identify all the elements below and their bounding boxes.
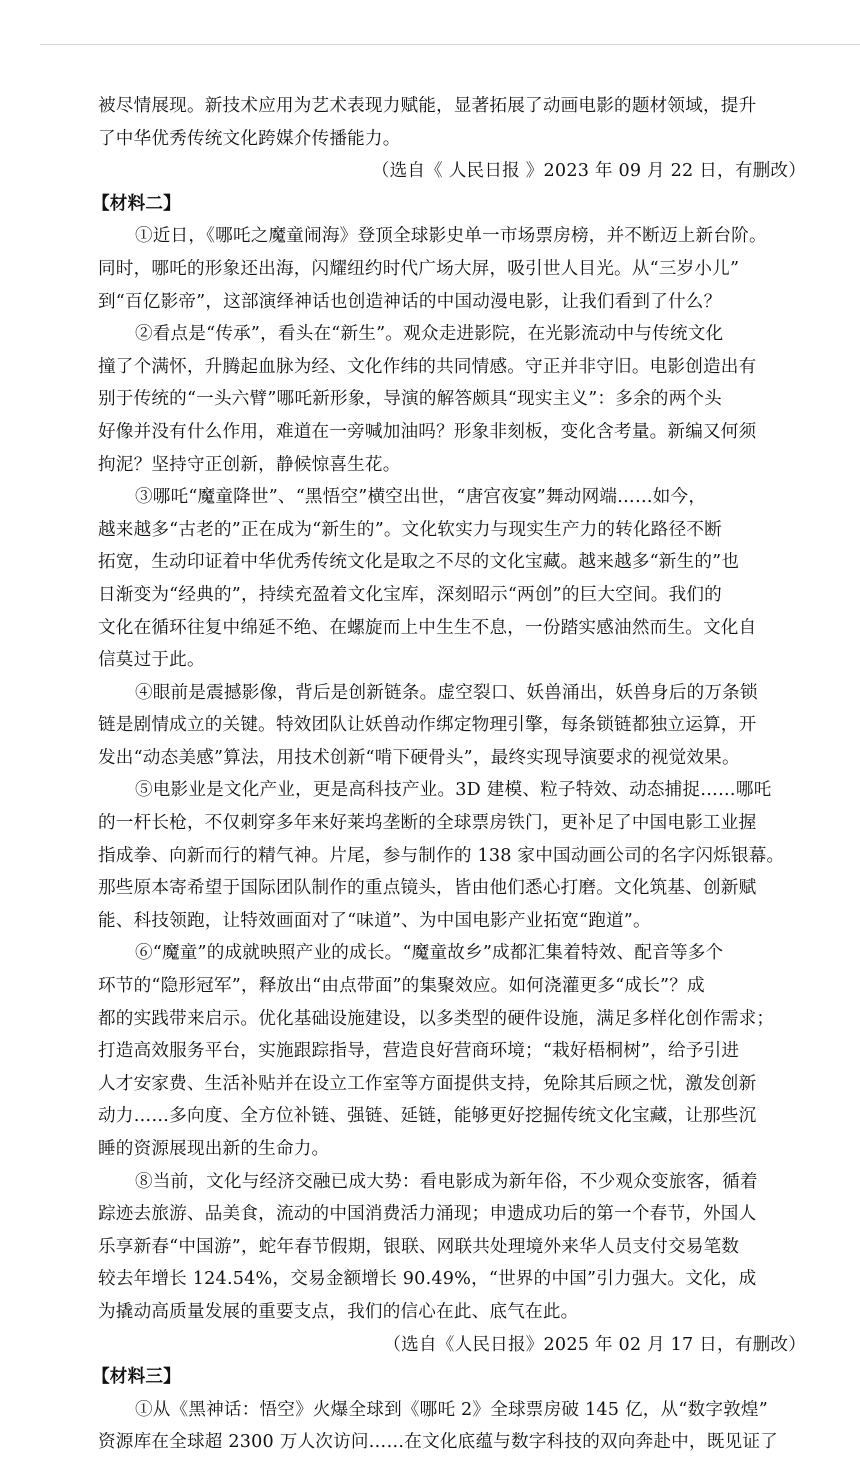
- paragraph: [98, 481, 814, 677]
- intro-paragraph: [98, 90, 814, 155]
- source-citation-2: （选自《人民日报》2025 年 02 月 17 日，有删改）: [383, 1334, 806, 1355]
- text-line: 文化在循环往复中绵延不绝、在螺旋而上中生生不息，一份踏实感油然而生。文化自: [98, 617, 757, 638]
- text-line: 越来越多“古老的”正在成为“新生的”。文化软实力与现实生产力的转化路径不断: [98, 519, 722, 540]
- text-line: 拘泥？坚持守正创新，静候惊喜生花。: [98, 454, 401, 475]
- paragraph: [98, 318, 814, 481]
- text-line: 链是剧情成立的关键。特效团队让妖兽动作绑定物理引擎，每条锁链都独立运算，开: [98, 715, 757, 736]
- text-line: 日渐变为“经典的”，持续充盈着文化宝库，深刻昭示“两创”的巨大空间。我们的: [98, 584, 722, 605]
- source-citation-1: （选自《 人民日报 》2023 年 09 月 22 日，有删改）: [371, 161, 806, 182]
- text-line: 都的实践带来启示。优化基础设施建设，以多类型的硬件设施，满足多样化创作需求；: [98, 1008, 775, 1029]
- text-line: 发出“动态美感”算法，用技术创新“啃下硬骨头”，最终实现导演要求的视觉效果。: [98, 747, 740, 768]
- text-line: 资源库在全球超 2300 万人次访问……在文化底蕴与数字科技的双向奔赴中，既见证了: [98, 1432, 778, 1453]
- text-line: 为撬动高质量发展的重要支点，我们的信心在此、底气在此。: [98, 1301, 579, 1322]
- text-line: 拓宽，生动印证着中华优秀传统文化是取之不尽的文化宝藏。越来越多“新生的”也: [98, 552, 740, 573]
- text-line: ②看点是“传承”，看头在“新生”。观众走进影院，在光影流动中与传统文化: [134, 324, 724, 345]
- material-2-heading: 【材料二】: [92, 192, 181, 214]
- text-line: 信莫过于此。: [98, 650, 205, 671]
- text-line: 较去年增长 124.54%，交易金额增长 90.49%，“世界的中国”引力强大。文化，成: [98, 1269, 757, 1290]
- paragraph: [98, 1166, 814, 1329]
- text-line: 人才安家费、生活补贴并在设立工作室等方面提供支持，免除其后顾之忧，激发创新: [98, 1073, 757, 1094]
- text-line: ①近日，《哪吒之魔童闹海》登顶全球影史单一市场票房榜，并不断迈上新台阶。: [134, 226, 767, 247]
- text-line: 被尽情展现。新技术应用为艺术表现力赋能，显著拓展了动画电影的题材领域，提升: [98, 96, 757, 116]
- text-line: 踪迹去旅游、品美食，流动的中国消费活力涌现；申遗成功后的第一个春节，外国人: [98, 1204, 757, 1225]
- text-line: 别于传统的“一头六臂”哪吒新形象，导演的解答颇具“现实主义”：多余的两个头: [98, 389, 722, 410]
- text-line: 同时，哪吒的形象还出海，闪耀纽约时代广场大屏，吸引世人目光。从“三岁小儿”: [98, 258, 740, 279]
- paragraph: [98, 937, 814, 1165]
- text-line: 睡的资源展现出新的生命力。: [98, 1139, 330, 1159]
- text-line: 动力……多向度、全方位补链、强链、延链，能够更好挖掘传统文化宝藏，让那些沉: [98, 1106, 757, 1127]
- text-line: 打造高效服务平台，实施跟踪指导，营造良好营商环境；“栽好梧桐树”，给予引进: [98, 1041, 740, 1062]
- text-line: ⑧当前，文化与经济交融已成大势：看电影成为新年俗，不少观众变旅客，循着: [134, 1171, 758, 1192]
- text-line: 到“百亿影帝”，这部演绎神话也创造神话的中国动漫电影，让我们看到了什么？: [98, 291, 722, 312]
- text-line: ③哪吒“魔童降世”、“黑悟空”横空出世，“唐宫夜宴”舞动网端……如今，: [134, 487, 707, 508]
- text-line: 那些原本寄希望于国际团队制作的重点镜头，皆由他们悉心打磨。文化筑基、创新赋: [98, 878, 757, 899]
- paragraph: [98, 677, 814, 775]
- text-line: ⑤电影业是文化产业，更是高科技产业。3D 建模、粒子特效、动态捕捉……哪吒: [134, 780, 772, 801]
- page-top-rule: [40, 44, 860, 45]
- text-line: ⑥“魔童”的成就映照产业的成长。“魔童故乡”成都汇集着特效、配音等多个: [134, 943, 724, 964]
- material-2-body: [98, 220, 814, 1328]
- paragraph: [98, 220, 814, 318]
- text-line: 的一杆长枪，不仅刺穿多年来好莱坞垄断的全球票房铁门，更补足了中国电影工业握: [98, 813, 757, 834]
- text-line: 好像并没有什么作用，难道在一旁喊加油吗？形象非刻板，变化含考量。新编又何须: [98, 421, 757, 442]
- text-line: ①从《黑神话：悟空》火爆全球到《哪吒 2》全球票房破 145 亿，从“数字敦煌”: [134, 1399, 768, 1420]
- document-page: [92, 90, 814, 1459]
- text-line: 能、科技领跑，让特效画面对了“味道”、为中国电影产业拓宽“跑道”。: [98, 910, 651, 931]
- paragraph: [98, 774, 814, 937]
- text-line: 撞了个满怀，升腾起血脉为经、文化作纬的共同情感。守正并非守旧。电影创造出有: [98, 356, 757, 377]
- text-line: ④眼前是震撼影像，背后是创新链条。虚空裂口、妖兽涌出，妖兽身后的万条锁: [134, 682, 758, 703]
- text-line: 环节的“隐形冠军”，释放出“由点带面”的集聚效应。如何浇灌更多“成长”？成: [98, 976, 705, 997]
- text-line: 指成拳、向新而行的精气神。片尾，参与制作的 138 家中国动画公司的名字闪烁银幕。: [98, 845, 785, 866]
- material-3-body: [98, 1394, 814, 1459]
- material-3-heading: 【材料三】: [92, 1366, 181, 1388]
- text-line: 了中华优秀传统文化跨媒介传播能力。: [98, 128, 401, 149]
- text-line: 乐享新春“中国游”，蛇年春节假期，银联、网联共处理境外来华人员支付交易笔数: [98, 1236, 740, 1257]
